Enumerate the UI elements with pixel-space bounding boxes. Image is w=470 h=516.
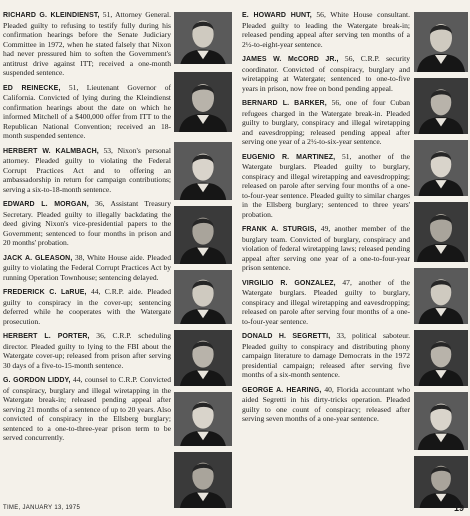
portrait-kalmbach xyxy=(174,142,232,200)
entry-name: HERBERT W. KALMBACH, xyxy=(3,147,99,155)
entry-morgan xyxy=(3,199,171,248)
entry-text: 36, C.R.P. scheduling director. Pleaded guilty to lying to the FBI about the Watergate cover-up; released from prison after serving 30 days of a five-to-15-month sentence. xyxy=(3,331,171,370)
entry-name: G. GORDON LIDDY, xyxy=(3,377,71,384)
entry-gleason xyxy=(3,253,171,283)
entry-name: FRANK A. STURGIS, xyxy=(242,226,317,233)
portrait-gleason xyxy=(174,270,232,324)
entry-name: JAMES W. McCORD JR., xyxy=(242,56,339,63)
portrait-reinecke xyxy=(174,72,232,132)
entry-text: 49, another member of the burglary team. Convicted of burglary, conspiracy and violation of federal wiretapping laws; released pending appeal after serving one year of a one-to-four-year prison sentence. xyxy=(242,224,411,272)
entry-name: E. HOWARD HUNT, xyxy=(242,12,312,19)
portrait-hunt xyxy=(414,12,468,72)
entry-martinez xyxy=(242,152,410,220)
entry-name: JACK A. GLEASON, xyxy=(3,254,73,262)
entry-name: BERNARD L. BARKER, xyxy=(242,100,327,107)
entry-name: DONALD H. SEGRETTI, xyxy=(242,333,331,340)
entry-text: 56, C.R.P. security coordinator. Convicted of conspiracy, burglary and wiretapping at Watergate; sentenced to one-to-five years in prison, now free on bond pending appeal. xyxy=(242,54,410,93)
portrait-sturgis xyxy=(414,268,468,324)
entry-reinecke xyxy=(3,83,171,141)
entry-text: 47, another of the Watergate burglars. Pleaded guilty to burglary, conspiracy and illegal wiretapping and eavesdropping; released on parole after serving four months of a one-to-four-year sentence. xyxy=(242,277,410,326)
entry-barker xyxy=(242,98,410,147)
portrait-liddy xyxy=(174,452,232,508)
footer-source: TIME, JANUARY 13, 1975 xyxy=(3,505,81,511)
entry-text: 56, one of four Cuban refugees charged in the Watergate break-in. Pleaded guilty to burglary, conspiracy and illegal wiretapping and eavesdropping; released pending appeal after serving one year of a 2½-to-six-year sentence. xyxy=(242,98,410,146)
entry-text: 51, Attorney General. Pleaded guilty to refusing to testify fully during his confirmation hearings before the Senate Judiciary Committee in 1972, when he stated falsely that Nixon had never pressured him to soften the Government's antitrust drive against ITT; received a one-month suspended sentence. xyxy=(3,10,171,77)
entry-name: EDWARD L. MORGAN, xyxy=(3,201,89,208)
entry-hunt xyxy=(242,10,410,49)
entry-text: 56, White House consultant. Pleaded guilty to leading the Watergate break-in; released pending appeal after serving ten months of a 2½-to-eight-year sentence. xyxy=(242,10,410,49)
right-text-column xyxy=(242,10,410,429)
entry-name: RICHARD G. KLEINDIENST, xyxy=(3,12,100,19)
entry-name: ED REINECKE, xyxy=(3,84,61,92)
entry-name: FREDERICK C. LaRUE, xyxy=(3,289,87,296)
entry-porter xyxy=(3,331,171,370)
entry-text: 33, political saboteur. Pleaded guilty to conspiracy and distributing phony campaign literature to damage Democrats in the 1972 presidential campaign; released after serving five months of a six-month sentence. xyxy=(242,331,410,379)
portrait-segretti xyxy=(414,392,468,450)
entry-text: 40, Florida accountant who aided Segretti in his dirty-tricks operation. Pleaded guilty to one count of conspiracy; released after serving seven months of a one-year sentence. xyxy=(242,384,410,423)
portrait-martinez xyxy=(414,202,468,262)
entry-text: 44, counsel to C.R.P. Convicted of conspiracy, burglary and illegal wiretapping in the Watergate break-in; released pending appeal after serving 21 months of a sentence of up to 20 years. Also convicted of conspiracy in the Ellsberg burglary; sentenced to a one-to-three-year prison term to be served concurrently. xyxy=(3,375,171,442)
entry-text: 38, White House aide. Pleaded guilty to violating the Federal Corrupt Practices Act by running Operation Townhouse; sentencing delayed. xyxy=(3,252,171,282)
entry-name: HERBERT L. PORTER, xyxy=(3,333,90,340)
left-text-column xyxy=(3,10,171,448)
entry-segretti xyxy=(242,331,410,380)
entry-name: EUGENIO R. MARTINEZ, xyxy=(242,153,336,161)
page-number: 19 xyxy=(453,503,464,513)
entry-kalmbach xyxy=(3,146,171,195)
entry-text: 51, another of the Watergate burglars. Pleaded guilty to burglary, conspiracy and illegal wiretapping and eavesdropping; released on parole after serving four months of a one-to-four-year sentence. Pleaded guilty to similar charges in the Ellsberg burglary; sentenced to three years' probation. xyxy=(242,151,411,219)
entry-larue xyxy=(3,287,171,326)
entry-kleindienst xyxy=(3,10,171,78)
portrait-gonzalez xyxy=(414,330,468,386)
entry-name: GEORGE A. HEARING, xyxy=(242,386,322,394)
entry-mccord xyxy=(242,54,410,93)
entry-name: VIRGILIO R. GONZALEZ, xyxy=(242,279,336,287)
entry-text: 53, Nixon's personal attorney. Pleaded guilty to violating the Federal Corrupt Practices Act and to offering an ambassadorship in return for campaign contributions; serving a six-to-18-month sentence. xyxy=(3,145,172,194)
portrait-morgan xyxy=(174,206,232,264)
entry-gonzalez xyxy=(242,278,410,327)
entry-text: 44, C.R.P. aide. Pleaded guilty to conspiracy in the cover-up; sentencing deferred while he cooperates with the Watergate prosecution. xyxy=(3,287,171,326)
entry-sturgis xyxy=(242,224,410,273)
entry-text: 51, Lieutenant Governor of California. Convicted of lying during the Kleindienst confirmation hearings about the date on which he informed Mitchell of a $400,000 offer from ITT to the Republican National Convention; received an 18-month suspended sentence. xyxy=(3,82,171,140)
portrait-mccord xyxy=(414,78,468,134)
portrait-porter xyxy=(174,392,232,446)
entry-text: 36, Assistant Treasury Secretary. Pleaded guilty to illegally backdating the deed giving Nixon's vice-presidential papers to the Government; sentenced to four months in prison and 20 months' probation. xyxy=(3,199,171,247)
entry-liddy xyxy=(3,375,171,443)
portrait-barker xyxy=(414,140,468,196)
portrait-kleindienst xyxy=(174,12,232,64)
entry-hearing xyxy=(242,385,410,424)
portrait-hearing xyxy=(414,456,468,508)
portrait-larue xyxy=(174,330,232,386)
